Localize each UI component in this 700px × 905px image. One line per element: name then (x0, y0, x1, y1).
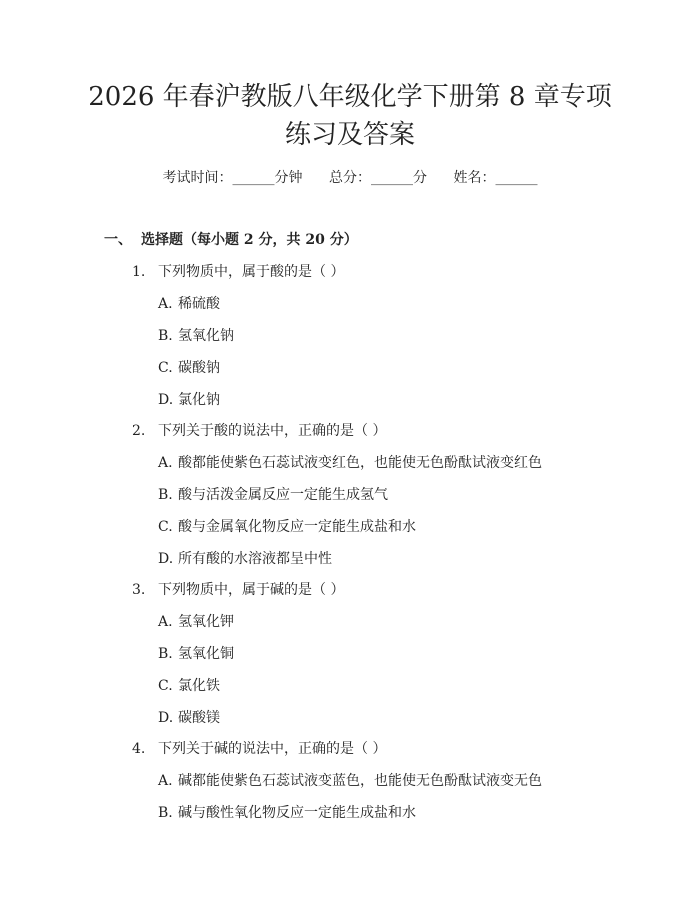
question-2-option-a (158, 453, 542, 473)
question-text: 下列物质中，属于酸的是（ ） (158, 264, 345, 280)
option-text: 碳酸镁 (178, 710, 220, 726)
question-text: 下列关于碱的说法中，正确的是（ ） (158, 741, 387, 757)
option-letter: D. (158, 710, 174, 726)
option-text: 氯化钠 (178, 392, 220, 408)
question-2-option-c (158, 517, 416, 537)
option-letter: B. (158, 487, 173, 503)
option-letter: C. (158, 678, 173, 694)
option-text: 所有酸的水溶液都呈中性 (178, 551, 332, 567)
student-name: 姓名：______ (453, 170, 538, 186)
option-letter: D. (158, 392, 174, 408)
question-2-option-b (158, 485, 388, 505)
option-letter: A. (158, 296, 173, 312)
section-heading (104, 230, 358, 250)
option-letter: B. (158, 646, 173, 662)
title-line-2: 练习及答案 (284, 120, 415, 150)
option-text: 稀硫酸 (178, 296, 220, 312)
option-letter: A. (158, 614, 173, 630)
option-letter: C. (158, 519, 173, 535)
option-text: 碳酸钠 (178, 360, 220, 376)
total-score: 总分：______分 (329, 170, 427, 186)
question-number: 1. (132, 264, 146, 280)
section-number: 一、 (104, 232, 132, 248)
question-number: 3. (132, 582, 146, 598)
option-text: 酸都能使紫色石蕊试液变红色，也能使无色酚酞试液变红色 (178, 455, 542, 471)
option-text: 氢氧化钠 (178, 328, 234, 344)
option-letter: D. (158, 551, 174, 567)
question-1-option-b (158, 326, 234, 346)
section-title: 选择题（每小题 2 分，共 20 分） (141, 232, 358, 248)
option-text: 氯化铁 (178, 678, 220, 694)
option-letter: A. (158, 773, 173, 789)
option-text: 碱与酸性氧化物反应一定能生成盐和水 (178, 805, 416, 821)
question-number: 4. (132, 741, 146, 757)
question-4-option-b (158, 803, 416, 823)
option-letter: C. (158, 360, 173, 376)
question-number: 2. (132, 423, 146, 439)
title-line-1: 2026 年春沪教版八年级化学下册第 8 章专项 (88, 82, 612, 112)
page-title (0, 78, 700, 154)
question-3-option-a (158, 612, 234, 632)
question-3-option-d (158, 708, 220, 728)
question-2-option-d (158, 549, 332, 569)
option-text: 氢氧化铜 (178, 646, 234, 662)
option-text: 酸与活泼金属反应一定能生成氢气 (178, 487, 388, 503)
exam-meta (0, 168, 700, 188)
question-3-option-c (158, 676, 220, 696)
option-letter: B. (158, 328, 173, 344)
option-text: 碱都能使紫色石蕊试液变蓝色，也能使无色酚酞试液变无色 (178, 773, 542, 789)
exam-time: 考试时间：______分钟 (162, 170, 303, 186)
option-letter: B. (158, 805, 173, 821)
question-text: 下列物质中，属于碱的是（ ） (158, 582, 345, 598)
option-text: 酸与金属氧化物反应一定能生成盐和水 (178, 519, 416, 535)
option-text: 氢氧化钾 (178, 614, 234, 630)
question-1-option-a (158, 294, 220, 314)
question-4-option-a (158, 771, 542, 791)
question-1-option-c (158, 358, 220, 378)
option-letter: A. (158, 455, 173, 471)
question-text: 下列关于酸的说法中，正确的是（ ） (158, 423, 387, 439)
question-3-option-b (158, 644, 234, 664)
question-1-option-d (158, 390, 220, 410)
